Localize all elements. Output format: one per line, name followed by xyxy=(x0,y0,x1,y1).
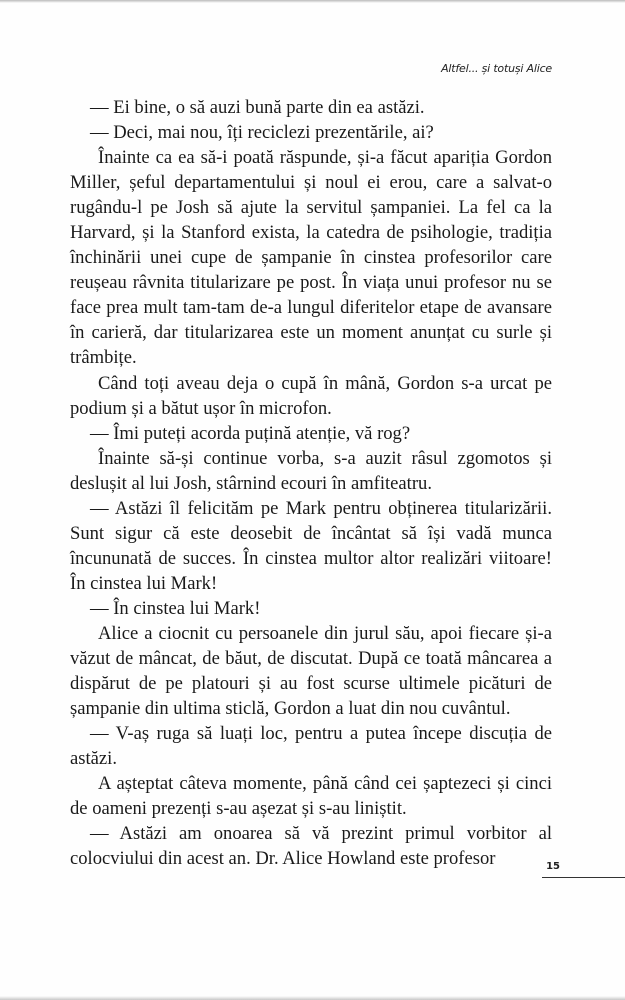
paragraph: — Îmi puteți acorda puțină atenție, vă rog? xyxy=(90,422,411,444)
paragraph: — În cinstea lui Mark! xyxy=(90,597,261,619)
paragraph: — Astăzi am onoarea să vă prezint primul vorbitor al colocviului din acest an. Dr. Alice Howland este profesor xyxy=(70,823,552,870)
paragraph: Înainte să-și continue vorba, s-a auzit râsul zgomotos și deslușit al lui Josh, stârnind ecouri în amfiteatru. xyxy=(70,447,552,494)
paragraph: Când toți aveau deja o cupă în mână, Gordon s-a urcat pe podium și a bătut ușor în microfon. xyxy=(70,372,552,419)
paragraph: Înainte ca ea să-i poată răspunde, și-a făcut apariția Gordon Miller, șeful departamentului și noul ei erou, care a salvat-o rugându-l pe Josh să ajute la servitul șampaniei. La fel ca la Harvard, și la Stanford exista, la catedra de psihologie, tradiția închinării unei cupe de șampanie în cinstea profesorilor care reușeau râvnita titularizare pe post. În viața unui profesor nu se face prea mult tam-tam de-a lungul diferitelor etape de avansare în carieră, dar titularizarea este un moment anunțat cu surle și trâmbițe. xyxy=(70,147,552,369)
paragraph: — Astăzi îl felicităm pe Mark pentru obținerea titularizării. Sunt sigur că este deosebit de încântat să își vadă munca încununată de succes. În cinstea multor altor realizări viitoare! În cinstea lui Mark! xyxy=(70,497,552,594)
scan-edge-bottom xyxy=(0,996,625,1000)
footer-rule xyxy=(542,877,625,878)
page-number: 15 xyxy=(546,861,560,872)
paragraph: A așteptat câteva momente, până când cei șaptezeci și cinci de oameni prezenți s-au așezat și s-au liniștit. xyxy=(70,773,552,820)
paragraph: — V-aș ruga să luați loc, pentru a putea începe discuția de astăzi. xyxy=(70,723,552,770)
running-header: Altfel... și totuși Alice xyxy=(441,62,552,75)
scan-edge-top xyxy=(0,0,625,3)
paragraph: Alice a ciocnit cu persoanele din jurul său, apoi fiecare și-a văzut de mâncat, de băut, de discutat. După ce toată mâncarea a dispărut de pe platouri și au fost scurse ultimele picături de șampanie din ultima sticlă, Gordon a luat din nou cuvântul. xyxy=(70,622,552,720)
paragraph: — Deci, mai nou, îți reciclezi prezentările, ai? xyxy=(90,122,434,144)
paragraph: — Ei bine, o să auzi bună parte din ea astăzi. xyxy=(90,97,425,118)
body-text xyxy=(70,95,552,871)
